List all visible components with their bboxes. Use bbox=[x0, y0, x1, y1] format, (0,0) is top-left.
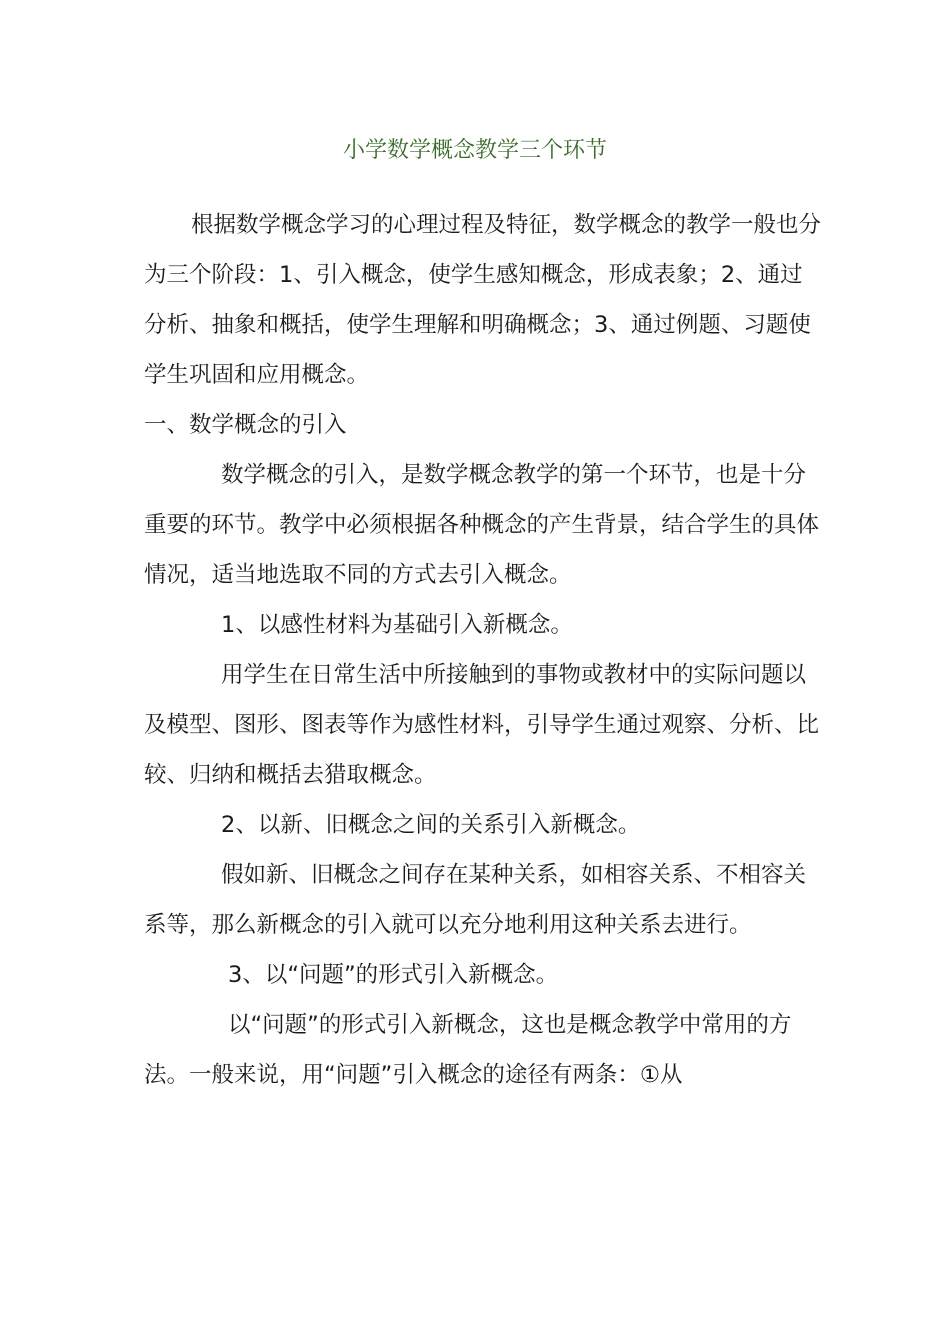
subheading-2-paragraph: 假如新、旧概念之间存在某种关系，如相容关系、不相容关系等，那么新概念的引入就可以充分地利用这种关系去进行。 bbox=[144, 862, 807, 938]
subheading-3-paragraph: 以“问题”的形式引入新概念，这也是概念教学中常用的方法。一般来说，用“问题”引入概念的途径有两条：①从 bbox=[144, 1012, 792, 1088]
subheading-3: 3、以“问题”的形式引入新概念。 bbox=[228, 962, 559, 988]
section-paragraph: 数学概念的引入，是数学概念教学的第一个环节，也是十分重要的环节。教学中必须根据各种概念的产生背景，结合学生的具体情况，适当地选取不同的方式去引入概念。 bbox=[144, 462, 820, 588]
document-body bbox=[144, 200, 824, 1100]
subheading-1-paragraph: 用学生在日常生活中所接触到的事物或教材中的实际问题以及模型、图形、图表等作为感性材料，引导学生通过观察、分析、比较、归纳和概括去猎取概念。 bbox=[144, 662, 820, 788]
subheading-1: 1、以感性材料为基础引入新概念。 bbox=[221, 612, 573, 638]
document-title: 小学数学概念教学三个环节 bbox=[342, 138, 607, 163]
subheading-2: 2、以新、旧概念之间的关系引入新概念。 bbox=[221, 812, 641, 838]
intro-paragraph: 根据数学概念学习的心理过程及特征，数学概念的教学一般也分为三个阶段：1、引入概念，使学生感知概念，形成表象；2、通过分析、抽象和概括，使学生理解和明确概念；3、通过例题、习题使学生巩固和应用概念。 bbox=[144, 212, 822, 388]
section-heading: 一、数学概念的引入 bbox=[144, 412, 347, 438]
